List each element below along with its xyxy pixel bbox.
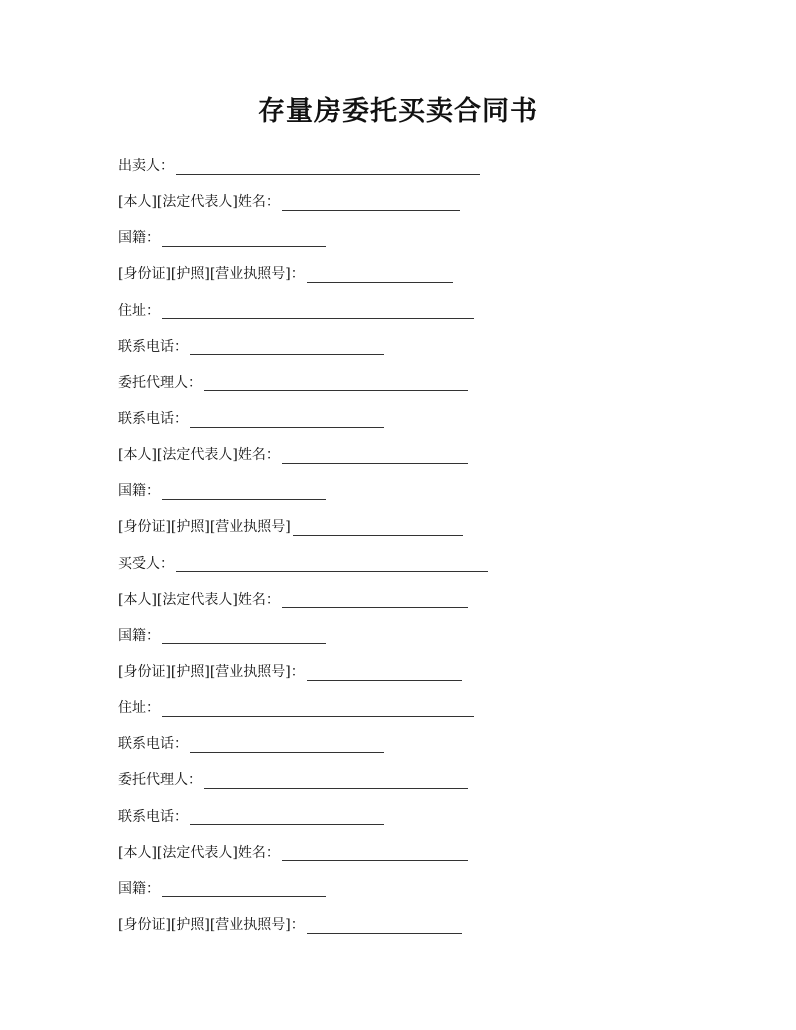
field-label: 国籍： bbox=[118, 483, 160, 500]
seller-phone-field bbox=[118, 329, 678, 365]
field-label: 联系电话： bbox=[118, 736, 188, 753]
field-label: 买受人： bbox=[118, 555, 174, 572]
field-label: 住址： bbox=[118, 302, 160, 319]
buyer-nationality-field bbox=[118, 618, 678, 654]
seller-nationality-field bbox=[118, 220, 678, 256]
field-label: 出卖人： bbox=[118, 158, 174, 175]
buyer-name-field bbox=[118, 582, 678, 618]
seller-field bbox=[118, 148, 678, 184]
buyer-field bbox=[118, 546, 678, 582]
fill-in-blank[interactable] bbox=[204, 774, 468, 789]
fill-in-blank[interactable] bbox=[190, 810, 384, 825]
buyer-address-field bbox=[118, 690, 678, 726]
field-label: [本人][法定代表人]姓名： bbox=[118, 844, 280, 861]
field-label: [身份证][护照][营业执照号] bbox=[118, 519, 291, 536]
fill-in-blank[interactable] bbox=[190, 340, 384, 355]
fill-in-blank[interactable] bbox=[282, 593, 468, 608]
field-label: [本人][法定代表人]姓名： bbox=[118, 447, 280, 464]
field-label: 国籍： bbox=[118, 880, 160, 897]
fill-in-blank[interactable] bbox=[162, 304, 474, 319]
field-label: [身份证][护照][营业执照号]： bbox=[118, 917, 305, 934]
fill-in-blank[interactable] bbox=[307, 268, 453, 283]
buyer-agent-field bbox=[118, 762, 678, 798]
fill-in-blank[interactable] bbox=[176, 557, 488, 572]
fill-in-blank[interactable] bbox=[162, 629, 326, 644]
seller-agent-field bbox=[118, 365, 678, 401]
form-fields bbox=[118, 148, 678, 943]
fill-in-blank[interactable] bbox=[176, 160, 480, 175]
field-label: [身份证][护照][营业执照号]： bbox=[118, 266, 305, 283]
fill-in-blank[interactable] bbox=[162, 882, 326, 897]
field-label: 国籍： bbox=[118, 627, 160, 644]
buyer-agent-id-field bbox=[118, 907, 678, 943]
field-label: 国籍： bbox=[118, 230, 160, 247]
field-label: [本人][法定代表人]姓名： bbox=[118, 591, 280, 608]
field-label: 联系电话： bbox=[118, 411, 188, 428]
fill-in-blank[interactable] bbox=[162, 485, 326, 500]
fill-in-blank[interactable] bbox=[282, 196, 460, 211]
buyer-agent-phone-field bbox=[118, 799, 678, 835]
fill-in-blank[interactable] bbox=[190, 413, 384, 428]
field-label: 住址： bbox=[118, 700, 160, 717]
fill-in-blank[interactable] bbox=[293, 521, 463, 536]
seller-agent-name-field bbox=[118, 437, 678, 473]
fill-in-blank[interactable] bbox=[190, 738, 384, 753]
field-label: 委托代理人： bbox=[118, 374, 202, 391]
buyer-id-field bbox=[118, 654, 678, 690]
fill-in-blank[interactable] bbox=[307, 666, 462, 681]
seller-address-field bbox=[118, 293, 678, 329]
buyer-agent-name-field bbox=[118, 835, 678, 871]
seller-agent-phone-field bbox=[118, 401, 678, 437]
fill-in-blank[interactable] bbox=[204, 376, 468, 391]
seller-id-field bbox=[118, 256, 678, 292]
field-label: 联系电话： bbox=[118, 808, 188, 825]
fill-in-blank[interactable] bbox=[162, 702, 474, 717]
field-label: 联系电话： bbox=[118, 338, 188, 355]
document-title: 存量房委托买卖合同书 bbox=[258, 96, 538, 127]
field-label: [身份证][护照][营业执照号]： bbox=[118, 664, 305, 681]
buyer-agent-nationality-field bbox=[118, 871, 678, 907]
field-label: 委托代理人： bbox=[118, 772, 202, 789]
fill-in-blank[interactable] bbox=[282, 846, 468, 861]
field-label: [本人][法定代表人]姓名： bbox=[118, 194, 280, 211]
fill-in-blank[interactable] bbox=[282, 449, 468, 464]
seller-agent-id-field bbox=[118, 509, 678, 545]
seller-agent-nationality-field bbox=[118, 473, 678, 509]
fill-in-blank[interactable] bbox=[307, 919, 462, 934]
seller-name-field bbox=[118, 184, 678, 220]
buyer-phone-field bbox=[118, 726, 678, 762]
fill-in-blank[interactable] bbox=[162, 232, 326, 247]
